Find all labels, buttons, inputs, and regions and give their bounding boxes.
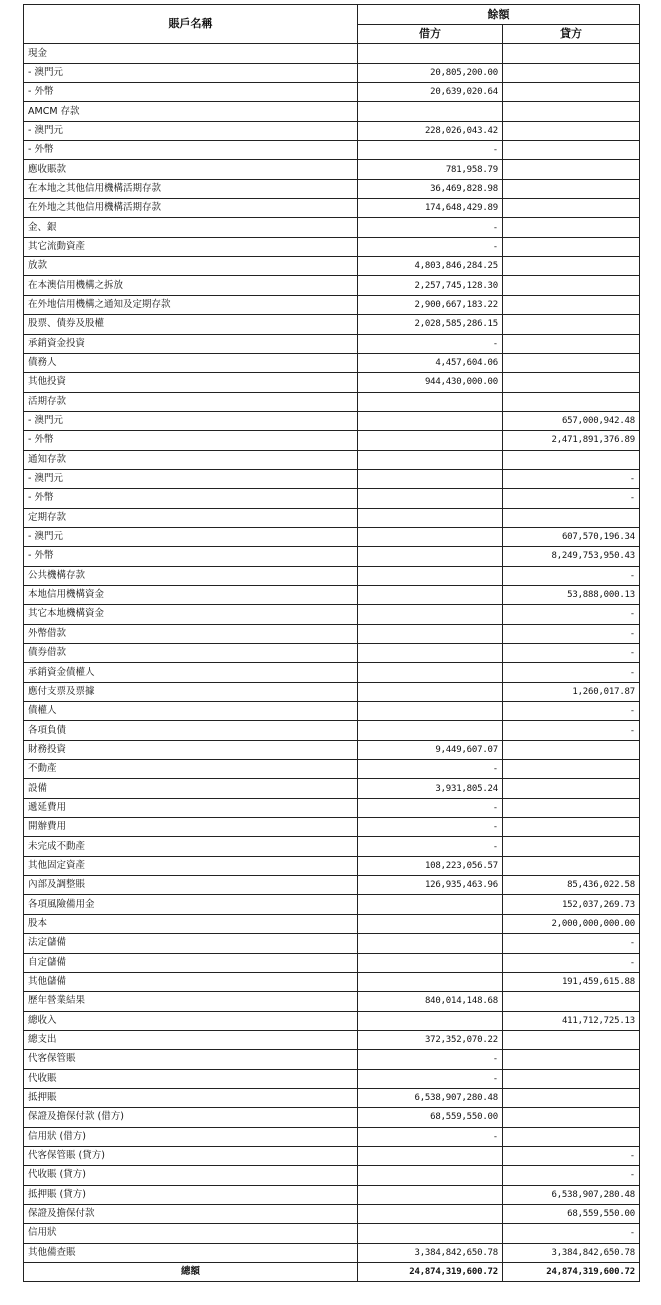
table-row — [24, 199, 640, 218]
table-row — [24, 83, 640, 102]
credit-cell — [503, 353, 640, 372]
credit-cell — [503, 83, 640, 102]
credit-cell: - — [503, 489, 640, 508]
credit-cell — [503, 121, 640, 140]
table-row — [24, 1030, 640, 1049]
credit-cell — [503, 237, 640, 256]
debit-cell — [358, 44, 503, 63]
debit-cell: 2,257,745,128.30 — [358, 276, 503, 295]
credit-cell — [503, 179, 640, 198]
credit-cell — [503, 1030, 640, 1049]
account-name-cell: 代收賬 (貸方) — [24, 1166, 358, 1185]
credit-cell — [503, 392, 640, 411]
credit-cell: 152,037,269.73 — [503, 895, 640, 914]
total-label: 總額 — [24, 1263, 358, 1282]
debit-cell — [358, 489, 503, 508]
account-name-cell: 外幣借款 — [24, 624, 358, 643]
debit-cell: 3,931,805.24 — [358, 779, 503, 798]
table-row — [24, 972, 640, 991]
table-row — [24, 44, 640, 63]
credit-cell: 8,249,753,950.43 — [503, 547, 640, 566]
debit-cell: - — [358, 798, 503, 817]
credit-cell — [503, 199, 640, 218]
table-row — [24, 527, 640, 546]
credit-cell — [503, 760, 640, 779]
debit-cell: - — [358, 141, 503, 160]
debit-cell — [358, 914, 503, 933]
table-row — [24, 431, 640, 450]
account-name-cell: 開辦費用 — [24, 818, 358, 837]
table-row — [24, 63, 640, 82]
credit-cell: 191,459,615.88 — [503, 972, 640, 991]
table-row — [24, 1146, 640, 1165]
debit-cell — [358, 547, 503, 566]
credit-cell — [503, 1069, 640, 1088]
debit-cell: 6,538,907,280.48 — [358, 1088, 503, 1107]
credit-cell: 607,570,196.34 — [503, 527, 640, 546]
table-row — [24, 508, 640, 527]
credit-cell: 2,000,000,000.00 — [503, 914, 640, 933]
debit-cell: 9,449,607.07 — [358, 740, 503, 759]
table-row — [24, 276, 640, 295]
account-name-cell: 保證及擔保付款 — [24, 1204, 358, 1223]
account-name-cell: 應付支票及票據 — [24, 682, 358, 701]
account-name-cell: 股票、債券及股權 — [24, 315, 358, 334]
debit-cell: 126,935,463.96 — [358, 876, 503, 895]
account-name-cell: 其它流動資產 — [24, 237, 358, 256]
balance-header: 餘額 — [358, 5, 640, 25]
credit-cell — [503, 1088, 640, 1107]
debit-cell: 372,352,070.22 — [358, 1030, 503, 1049]
table-row — [24, 895, 640, 914]
table-row — [24, 992, 640, 1011]
debit-cell: 3,384,842,650.78 — [358, 1243, 503, 1262]
debit-cell: 781,958.79 — [358, 160, 503, 179]
table-row — [24, 160, 640, 179]
table-row — [24, 721, 640, 740]
credit-cell — [503, 160, 640, 179]
account-name-cell: 財務投資 — [24, 740, 358, 759]
table-row — [24, 102, 640, 121]
credit-cell — [503, 63, 640, 82]
credit-cell — [503, 508, 640, 527]
debit-cell: 174,648,429.89 — [358, 199, 503, 218]
debit-cell: - — [358, 237, 503, 256]
credit-cell — [503, 141, 640, 160]
account-name-cell: 承銷資金債權人 — [24, 663, 358, 682]
debit-cell — [358, 585, 503, 604]
debit-cell: 68,559,550.00 — [358, 1108, 503, 1127]
trial-balance-table — [23, 4, 640, 1282]
table-row — [24, 411, 640, 430]
debit-cell — [358, 624, 503, 643]
credit-cell — [503, 856, 640, 875]
table-row — [24, 1127, 640, 1146]
credit-cell — [503, 315, 640, 334]
credit-cell — [503, 276, 640, 295]
table-row — [24, 702, 640, 721]
table-row — [24, 934, 640, 953]
credit-cell: - — [503, 566, 640, 585]
table-row — [24, 798, 640, 817]
table-row — [24, 760, 640, 779]
debit-cell — [358, 663, 503, 682]
table-row — [24, 392, 640, 411]
credit-cell: 68,559,550.00 — [503, 1204, 640, 1223]
credit-cell — [503, 992, 640, 1011]
credit-cell: - — [503, 702, 640, 721]
table-row — [24, 663, 640, 682]
table-row — [24, 141, 640, 160]
debit-cell — [358, 527, 503, 546]
credit-cell — [503, 102, 640, 121]
account-name-cell: 在外地信用機構之通知及定期存款 — [24, 295, 358, 314]
account-name-cell: 不動產 — [24, 760, 358, 779]
table-body — [24, 44, 640, 1263]
credit-cell — [503, 44, 640, 63]
debit-cell — [358, 469, 503, 488]
table-row — [24, 1050, 640, 1069]
account-name-cell: 自定儲備 — [24, 953, 358, 972]
debit-cell — [358, 605, 503, 624]
account-name-cell: 遞延費用 — [24, 798, 358, 817]
table-row — [24, 1204, 640, 1223]
credit-cell — [503, 450, 640, 469]
debit-cell: - — [358, 334, 503, 353]
debit-cell — [358, 508, 503, 527]
credit-cell: 6,538,907,280.48 — [503, 1185, 640, 1204]
account-name-cell: 債權人 — [24, 702, 358, 721]
account-name-cell: - 外幣 — [24, 431, 358, 450]
account-name-cell: - 澳門元 — [24, 469, 358, 488]
credit-cell: - — [503, 953, 640, 972]
table-row — [24, 450, 640, 469]
credit-cell — [503, 295, 640, 314]
table-row — [24, 876, 640, 895]
account-name-cell: 未完成不動產 — [24, 837, 358, 856]
table-row — [24, 1224, 640, 1243]
account-name-cell: 債務人 — [24, 353, 358, 372]
debit-cell — [358, 1185, 503, 1204]
debit-cell: - — [358, 218, 503, 237]
table-row — [24, 353, 640, 372]
debit-cell: 20,805,200.00 — [358, 63, 503, 82]
account-name-cell: - 澳門元 — [24, 121, 358, 140]
account-name-cell: 總支出 — [24, 1030, 358, 1049]
account-name-cell: 放款 — [24, 257, 358, 276]
debit-cell: 228,026,043.42 — [358, 121, 503, 140]
table-row — [24, 837, 640, 856]
table-row — [24, 257, 640, 276]
account-name-cell: 其他投資 — [24, 373, 358, 392]
account-name-cell: 其它本地機構資金 — [24, 605, 358, 624]
debit-cell: 2,028,585,286.15 — [358, 315, 503, 334]
credit-cell: - — [503, 663, 640, 682]
account-name-cell: 本地信用機構資金 — [24, 585, 358, 604]
table-row — [24, 624, 640, 643]
debit-cell: - — [358, 760, 503, 779]
credit-cell: 1,260,017.87 — [503, 682, 640, 701]
account-name-cell: 公共機構存款 — [24, 566, 358, 585]
account-name-cell: 代收賬 — [24, 1069, 358, 1088]
table-row — [24, 237, 640, 256]
credit-cell — [503, 798, 640, 817]
debit-cell — [358, 721, 503, 740]
debit-cell: 4,803,846,284.25 — [358, 257, 503, 276]
table-row — [24, 605, 640, 624]
total-row — [24, 1263, 640, 1282]
account-name-cell: 通知存款 — [24, 450, 358, 469]
table-row — [24, 121, 640, 140]
account-name-cell: 代客保管賬 — [24, 1050, 358, 1069]
table-row — [24, 1011, 640, 1030]
account-name-cell: 信用狀 (借方) — [24, 1127, 358, 1146]
total-debit: 24,874,319,600.72 — [358, 1263, 503, 1282]
debit-cell: 108,223,056.57 — [358, 856, 503, 875]
credit-cell: - — [503, 469, 640, 488]
credit-cell: - — [503, 1146, 640, 1165]
credit-cell — [503, 779, 640, 798]
credit-cell — [503, 218, 640, 237]
debit-cell — [358, 1011, 503, 1030]
account-name-cell: - 澳門元 — [24, 411, 358, 430]
account-name-header: 賬戶名稱 — [24, 5, 358, 44]
debit-cell: 4,457,604.06 — [358, 353, 503, 372]
credit-cell: - — [503, 1166, 640, 1185]
table-row — [24, 1069, 640, 1088]
credit-cell — [503, 837, 640, 856]
account-name-cell: 總收入 — [24, 1011, 358, 1030]
debit-cell — [358, 102, 503, 121]
table-row — [24, 740, 640, 759]
debit-cell — [358, 566, 503, 585]
table-row — [24, 682, 640, 701]
account-name-cell: - 澳門元 — [24, 527, 358, 546]
table-row — [24, 373, 640, 392]
debit-cell: 944,430,000.00 — [358, 373, 503, 392]
credit-cell: - — [503, 934, 640, 953]
table-row — [24, 856, 640, 875]
account-name-cell: 債券借款 — [24, 644, 358, 663]
table-row — [24, 1088, 640, 1107]
debit-header: 借方 — [358, 25, 503, 44]
credit-cell: 85,436,022.58 — [503, 876, 640, 895]
debit-cell: - — [358, 1127, 503, 1146]
account-name-cell: 在本澳信用機構之拆放 — [24, 276, 358, 295]
debit-cell — [358, 702, 503, 721]
credit-cell: - — [503, 605, 640, 624]
table-row — [24, 953, 640, 972]
account-name-cell: 其他儲備 — [24, 972, 358, 991]
table-row — [24, 818, 640, 837]
account-name-cell: - 外幣 — [24, 547, 358, 566]
credit-cell — [503, 740, 640, 759]
account-name-cell: 法定儲備 — [24, 934, 358, 953]
table-row — [24, 547, 640, 566]
account-name-cell: 各項負債 — [24, 721, 358, 740]
account-name-cell: 現金 — [24, 44, 358, 63]
debit-cell: 36,469,828.98 — [358, 179, 503, 198]
table-row — [24, 489, 640, 508]
account-name-cell: 保證及擔保付款 (借方) — [24, 1108, 358, 1127]
credit-cell: 411,712,725.13 — [503, 1011, 640, 1030]
debit-cell — [358, 431, 503, 450]
credit-cell: - — [503, 1224, 640, 1243]
account-name-cell: 各項風險備用金 — [24, 895, 358, 914]
table-row — [24, 218, 640, 237]
table-row — [24, 1243, 640, 1262]
credit-header: 貸方 — [503, 25, 640, 44]
credit-cell — [503, 1108, 640, 1127]
account-name-cell: 抵押賬 (貸方) — [24, 1185, 358, 1204]
debit-cell: - — [358, 1069, 503, 1088]
debit-cell — [358, 953, 503, 972]
debit-cell — [358, 1204, 503, 1223]
account-name-cell: AMCM 存款 — [24, 102, 358, 121]
debit-cell — [358, 682, 503, 701]
account-name-cell: - 外幣 — [24, 489, 358, 508]
debit-cell: 2,900,667,183.22 — [358, 295, 503, 314]
account-name-cell: - 外幣 — [24, 83, 358, 102]
account-name-cell: - 外幣 — [24, 141, 358, 160]
account-name-cell: 金、銀 — [24, 218, 358, 237]
account-name-cell: 歷年營業結果 — [24, 992, 358, 1011]
account-name-cell: 內部及調整賬 — [24, 876, 358, 895]
debit-cell: 840,014,148.68 — [358, 992, 503, 1011]
table-row — [24, 914, 640, 933]
table-row — [24, 1108, 640, 1127]
debit-cell — [358, 972, 503, 991]
debit-cell — [358, 411, 503, 430]
debit-cell — [358, 1146, 503, 1165]
table-row — [24, 469, 640, 488]
account-name-cell: 在外地之其他信用機構活期存款 — [24, 199, 358, 218]
credit-cell — [503, 818, 640, 837]
account-name-cell: 在本地之其他信用機構活期存款 — [24, 179, 358, 198]
account-name-cell: 定期存款 — [24, 508, 358, 527]
debit-cell — [358, 450, 503, 469]
credit-cell: 53,888,000.13 — [503, 585, 640, 604]
table-row — [24, 179, 640, 198]
credit-cell — [503, 257, 640, 276]
debit-cell — [358, 1166, 503, 1185]
table-row — [24, 585, 640, 604]
account-name-cell: 承銷資金投資 — [24, 334, 358, 353]
debit-cell: 20,639,020.64 — [358, 83, 503, 102]
credit-cell — [503, 373, 640, 392]
debit-cell: - — [358, 1050, 503, 1069]
table-row — [24, 644, 640, 663]
debit-cell — [358, 934, 503, 953]
account-name-cell: 設備 — [24, 779, 358, 798]
account-name-cell: - 澳門元 — [24, 63, 358, 82]
total-credit: 24,874,319,600.72 — [503, 1263, 640, 1282]
credit-cell — [503, 1050, 640, 1069]
credit-cell: 657,000,942.48 — [503, 411, 640, 430]
account-name-cell: 活期存款 — [24, 392, 358, 411]
account-name-cell: 應收賬款 — [24, 160, 358, 179]
debit-cell: - — [358, 818, 503, 837]
credit-cell: - — [503, 624, 640, 643]
table-row — [24, 779, 640, 798]
table-row — [24, 315, 640, 334]
credit-cell: 3,384,842,650.78 — [503, 1243, 640, 1262]
debit-cell — [358, 392, 503, 411]
debit-cell: - — [358, 837, 503, 856]
table-row — [24, 1166, 640, 1185]
credit-cell: 2,471,891,376.89 — [503, 431, 640, 450]
debit-cell — [358, 1224, 503, 1243]
account-name-cell: 其他固定資產 — [24, 856, 358, 875]
account-name-cell: 信用狀 — [24, 1224, 358, 1243]
credit-cell — [503, 1127, 640, 1146]
credit-cell: - — [503, 721, 640, 740]
credit-cell: - — [503, 644, 640, 663]
table-row — [24, 566, 640, 585]
table-row — [24, 295, 640, 314]
account-name-cell: 代客保管賬 (貸方) — [24, 1146, 358, 1165]
table-row — [24, 334, 640, 353]
account-name-cell: 其他備查賬 — [24, 1243, 358, 1262]
debit-cell — [358, 644, 503, 663]
credit-cell — [503, 334, 640, 353]
table-row — [24, 1185, 640, 1204]
trial-balance-sheet — [23, 4, 639, 1282]
account-name-cell: 股本 — [24, 914, 358, 933]
account-name-cell: 抵押賬 — [24, 1088, 358, 1107]
debit-cell — [358, 895, 503, 914]
